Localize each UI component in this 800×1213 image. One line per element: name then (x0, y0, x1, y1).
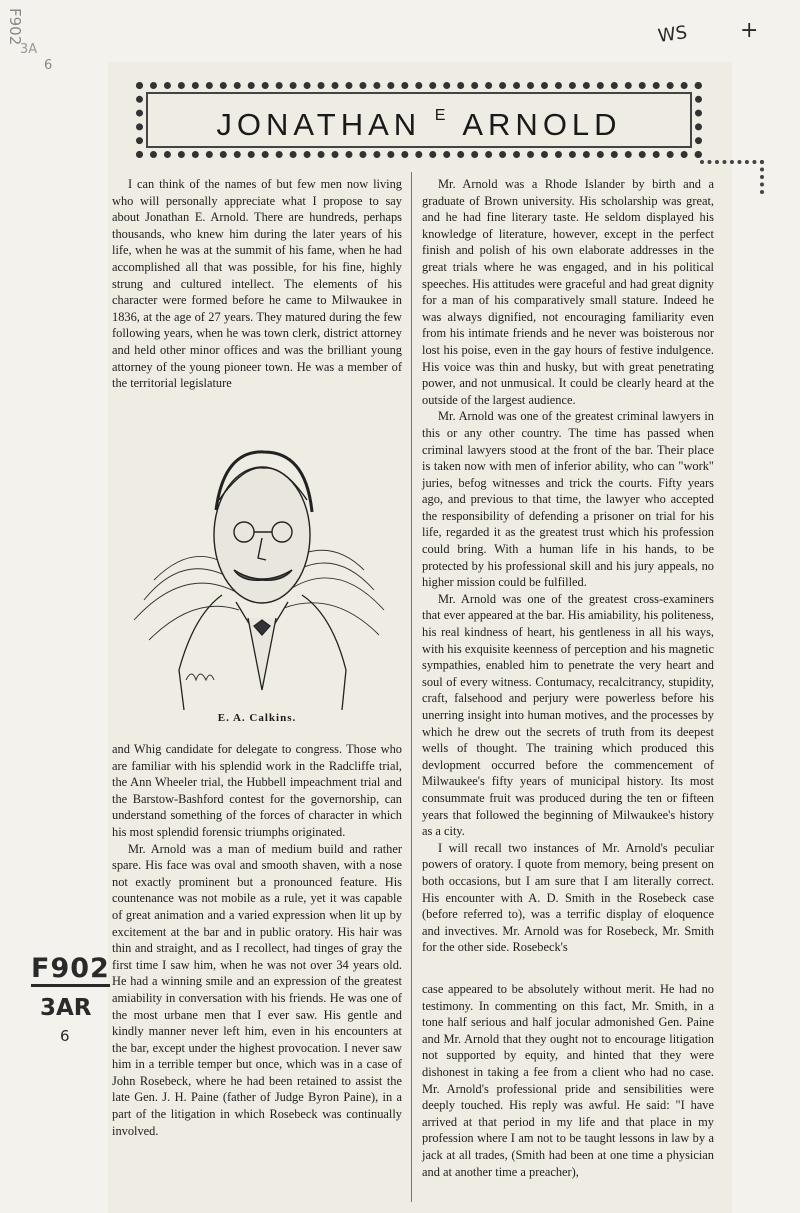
column-divider (411, 172, 412, 1202)
margin-initials-top-right: WS (656, 22, 689, 47)
margin-note-top-left-a: F902 (6, 8, 24, 46)
right-column-top (422, 176, 714, 956)
paragraph: I can think of the names of but few men now living who will personally appreciate what I propose to say about Jonathan E. Arnold. There are hundreds, perhaps thousands, who knew him during the later years of his life, when he was at the summit of his fame, when he had accomplished all that was possible, for his fine, highly strung and cultured intellect. The elements of his character were formed before he came to Milwaukee in 1836, at the age of 27 years. They matured during the few following years, when he was town clerk, district attorney and held other minor offices and was the brilliant young attorney of the young pioneer town. He was a member of the territorial legislature (112, 177, 402, 391)
archive-stamp-line1 (31, 953, 110, 984)
article-title (143, 107, 695, 143)
title-first-name: JONATHAN (216, 107, 435, 142)
artist-signature (186, 674, 214, 680)
margin-plus-mark: + (740, 18, 759, 43)
margin-note-top-left-b: 3A (20, 42, 38, 57)
archive-stamp-line2: 3AR (40, 995, 92, 1021)
title-middle-initial: E (434, 107, 451, 124)
head (214, 452, 312, 603)
portrait-engraving (124, 430, 394, 710)
title-last-name: ARNOLD (450, 107, 622, 142)
archive-stamp-line1-text: F902 (31, 953, 110, 987)
portrait-caption: E. A. Calkins. (217, 712, 297, 724)
archive-stamp-line3: 6 (60, 1027, 70, 1045)
paragraph: Mr. Arnold was a man of medium build and rather spare. His face was oval and smooth shaven, with a nose not exactly prominent but a pronounced feature. His countenance was not mobile as a rule, yet it was capable of great animation and a varied expression when lit up by excitement at the bar and in public oratory. His hair was thin and straight, and as I recollect, had tinges of gray the first time I saw him, when he was not over 34 years old. He had a winning smile and an expression of the greatest amiability in conversation with his friends. He was one of the most urbane men that I ever saw. His gentle and kindly manner never left him, even in his encounters at the bar, except under the highest provocation. I never saw him in a terrible temper but once, which was in a case of John Rosebeck, where he had been retained to assist the late Gen. J. H. Paine (father of Judge Byron Paine), in a part of the litigation in which Rosebeck was continually involved. (112, 841, 402, 1138)
shoulders (179, 595, 346, 710)
paragraph: Mr. Arnold was one of the greatest criminal lawyers in this or any other country. The time has passed when criminal lawyers stood at the front of the bar. Their place is taken now with men of inferior ability, who can "work" juries, befog witnesses and trick the courts. Fifty years ago, and previous to that time, the lawyer who accepted the responsibility of defending a prisoner on trial for his life, regarded it as the greatest trust which his profession could bring. With a human life in his hands, to be protected by his professional skill and his jury appeals, no higher mission could be fulfilled. (422, 409, 714, 590)
left-column-top (112, 176, 402, 392)
paragraph: Mr. Arnold was one of the greatest cross-examiners that ever appeared at the bar. His amiability, his politeness, his real kindness of heart, his gentleness in all his ways, with his exquisite keenness of perception and his magnetic sympathies, enabled him to penetrate the very heart and soul of every witness. Contumacy, recalcitrancy, stupidity, craft, falsehood and perjury were powerless before his unerring insight into human motives, and the processes by which he drew out the secrets of truth from its deepest wells of thought. The training which produced this devlopment occurred before the commencement of Milwaukee's fifty years of municipal history. Its most consummate fruit was produced during the ten or fifteen years that followed the beginning of Milwaukee's history as a city. (422, 591, 714, 839)
title-banner (136, 82, 702, 158)
paragraph: Mr. Arnold was a Rhode Islander by birth and a graduate of Brown university. His scholarship was great, and he had fine literary taste. He seldom displayed his knowledge of literature, however, except in the perfect finish and polish of his own elaborate addresses in the great trials where he was engaged, and in his political speeches. His attitudes were graceful and had great dignity for a man of his comparatively small stature. Indeed he was always dignified, not encouraging familiarity even from his intimate friends and he never was boisterous nor lost his poise, even in the gay hours of festive indulgence. His voice was thin and husky, but with great penetrating power, and not unmusical. It could be clearly heard at the outside of the largest audience. (422, 177, 714, 407)
paragraph: and Whig candidate for delegate to congress. Those who are familiar with his splendid work in the Radcliffe trial, the Ann Wheeler trial, the Hubbell impeachment trial and the Barstow-Bashford contest for the governorship, can understand something of the forces of character in which his most splendid forensic triumphs originated. (112, 742, 402, 839)
paragraph: case appeared to be absolutely without merit. He had no testimony. In commenting on this fact, Mr. Smith, in a tone half serious and half jocular admonished Gen. Paine and Mr. Arnold that they ought not to encourage litigation not supported by equity, and hinted that they were dishonest in taking a fee from a client who had no case. Mr. Arnold's professional pride and sensibilities were deeply touched. His reply was awful. He said: "I have arrived at that period in my life and that place in my profession where I am not to be taught lessons in law by a jack at all trades, (Smith had been at one time a physician and at another time a preacher), (422, 982, 714, 1179)
left-column-bottom (112, 741, 402, 1139)
right-column-bottom (422, 981, 714, 1180)
paragraph: I will recall two instances of Mr. Arnold's peculiar powers of oratory. I quote from memory, being present on both occasions, but I am sure that I am literally correct. His encounter with A. D. Smith in the Rosebeck case (before referred to), was a terrific display of eloquence and invectives. Mr. Arnold was for Rosebeck, Mr. Smith for the other side. Rosebeck's (422, 840, 714, 955)
margin-note-top-left-c: 6 (44, 58, 53, 73)
